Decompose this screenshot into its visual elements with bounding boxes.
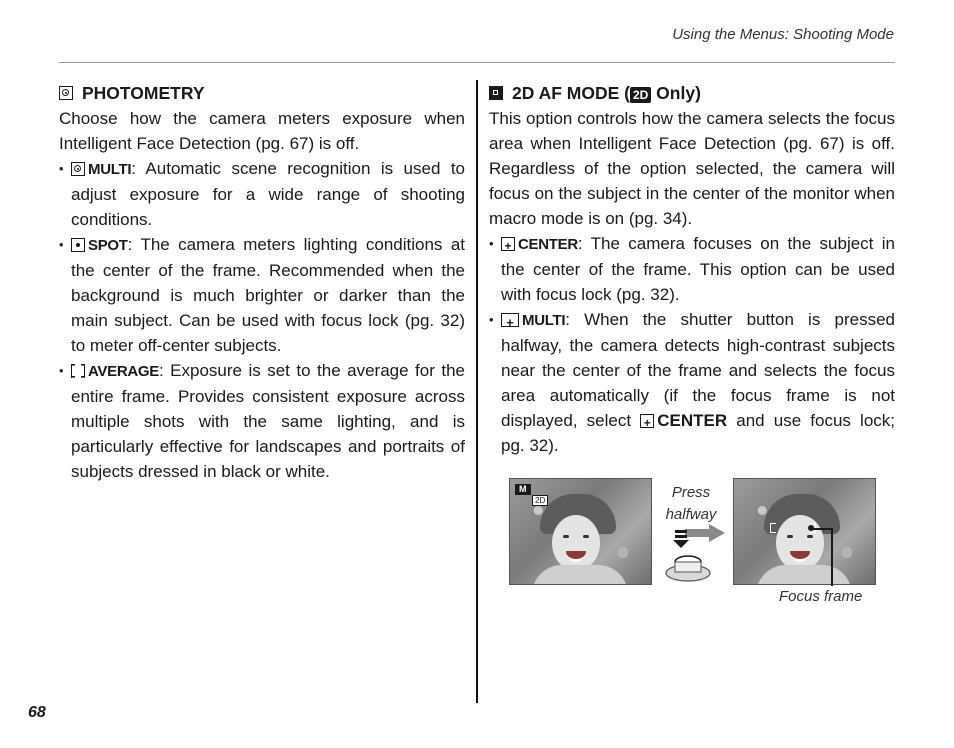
option-text: : Automatic scene recognition is used to adjust exposure for a wide range of shooting conditions. xyxy=(71,159,465,229)
option-text: : Exposure is set to the average for the entire frame. Provides consistent exposure across multiple shots with the same lighting, and is particularly effective for landscapes and portraits of subjects dressed in black or white. xyxy=(71,361,465,481)
left-column xyxy=(59,80,465,484)
leader-line xyxy=(831,528,833,586)
body-shape xyxy=(756,565,852,585)
af-heading-suffix: Only) xyxy=(651,83,701,103)
multi-metering-icon xyxy=(71,162,85,176)
focus-frame-label: Focus frame xyxy=(779,588,863,605)
af-mode-icon xyxy=(489,86,503,100)
eye xyxy=(583,535,589,538)
center-af-icon xyxy=(501,237,515,251)
press-halfway-label: Press halfway xyxy=(665,484,717,523)
header-divider xyxy=(59,62,895,63)
option-average xyxy=(59,358,465,484)
face-shape xyxy=(552,515,600,571)
af-heading-prefix: 2D AF MODE ( xyxy=(512,83,630,103)
option-text: : The camera meters lighting conditions at the center of the frame. Recommended when the background is much brighter or darker than the main subject. Can be used with focus lock (pg. 32) to meter off-center subjects. xyxy=(71,235,465,355)
option-multi-af xyxy=(489,307,895,458)
2d-badge: 2D xyxy=(630,87,651,103)
column-divider xyxy=(476,80,478,703)
2d-af-badge: 2D xyxy=(532,495,548,506)
smile xyxy=(566,551,586,562)
eye xyxy=(807,535,813,538)
smile xyxy=(790,551,810,562)
option-name: SPOT xyxy=(88,237,128,254)
option-text-after: and use focus lock; pg. 32). xyxy=(501,411,895,455)
portrait-before-image xyxy=(509,478,652,585)
photometry-heading-text: PHOTOMETRY xyxy=(82,83,205,103)
average-metering-icon xyxy=(71,364,85,378)
shutter-button-icon xyxy=(663,530,713,584)
multi-af-icon xyxy=(501,313,519,327)
option-name: CENTER xyxy=(518,236,578,253)
option-name: MULTI xyxy=(88,161,132,178)
option-multi xyxy=(59,156,465,232)
body-shape xyxy=(532,565,628,585)
inline-center-name: CENTER xyxy=(657,411,728,430)
mode-m-badge: M xyxy=(515,484,531,495)
photometry-intro: Choose how the camera meters exposure when Intelligent Face Detection (pg. 67) is off. xyxy=(59,109,465,153)
portrait-focused-image xyxy=(733,478,876,585)
option-text: : The camera focuses on the subject in the center of the frame. This option can be used with focus lock (pg. 32). xyxy=(501,234,895,304)
option-text: : When the shutter button is pressed halfway, the camera detects high-contrast subjects near the center of the frame and selects the focus area automatically (if the focus frame is not displayed, select xyxy=(501,310,895,430)
option-name: AVERAGE xyxy=(88,363,159,380)
af-mode-heading xyxy=(489,80,895,106)
photometry-heading xyxy=(59,80,465,106)
af-mode-options xyxy=(489,231,895,458)
photometry-options xyxy=(59,156,465,484)
af-mode-intro: This option controls how the camera selects the focus area when Intelligent Face Detection (pg. 67) is off. Regardless of the option selected, the camera will focus on the subject in the center of the monitor when macro mode is on (pg. 34). xyxy=(489,109,895,228)
center-af-icon xyxy=(640,414,654,428)
page-number: 68 xyxy=(28,704,46,721)
leader-line xyxy=(811,528,832,530)
option-name: MULTI xyxy=(522,312,566,329)
eye xyxy=(787,535,793,538)
option-spot xyxy=(59,232,465,358)
focus-illustration xyxy=(489,478,895,618)
photometry-multi-icon xyxy=(59,86,73,100)
running-header: Using the Menus: Shooting Mode xyxy=(672,26,894,43)
right-column xyxy=(489,80,895,618)
af-heading-text xyxy=(512,80,701,106)
option-center xyxy=(489,231,895,307)
spot-metering-icon xyxy=(71,238,85,252)
eye xyxy=(563,535,569,538)
